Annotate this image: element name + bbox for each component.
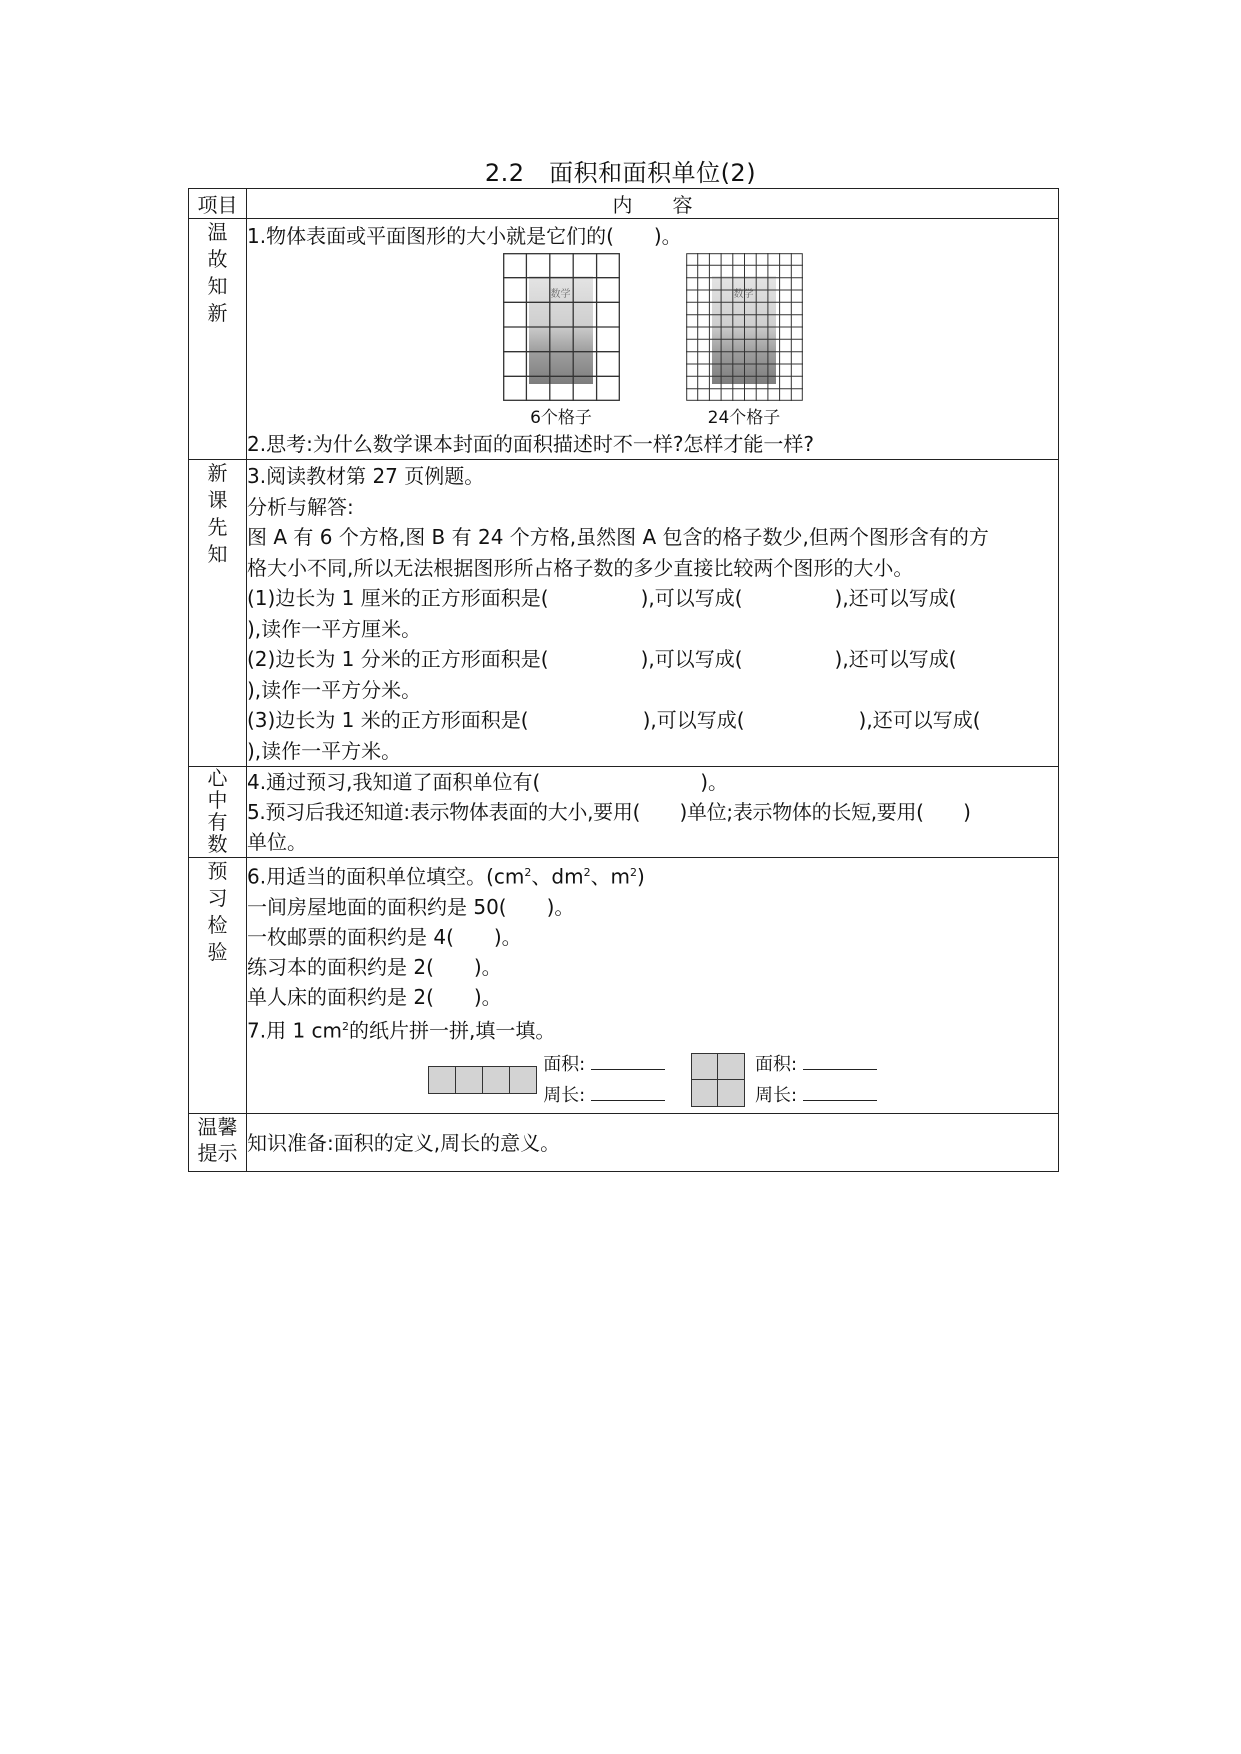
analysis-para-2: 格大小不同,所以无法根据图形所占格子数的多少直接比较两个图形的大小。 bbox=[247, 555, 914, 580]
sub-question-1-end: ),读作一平方厘米。 bbox=[247, 616, 422, 641]
book-cover-image: 数学 bbox=[529, 276, 593, 384]
square-area-blank[interactable] bbox=[803, 1051, 877, 1070]
question-3: 3.阅读教材第 27 页例题。 bbox=[247, 464, 485, 488]
tips-text: 知识准备:面积的定义,周长的意义。 bbox=[247, 1130, 561, 1155]
sub-question-3-end: ),读作一平方米。 bbox=[247, 738, 402, 763]
strip-area-blank[interactable] bbox=[591, 1051, 665, 1070]
question-5: 5.预习后我还知道:表示物体表面的大小,要用( )单位;表示物体的长短,要用( ) bbox=[247, 800, 971, 824]
grid-6-cells bbox=[503, 253, 620, 401]
mind-row bbox=[189, 767, 1059, 858]
sub-question-2: (2)边长为 1 分米的正方形面积是( ),可以写成( ),还可以写成( bbox=[247, 647, 957, 671]
figure-a bbox=[503, 253, 620, 429]
analysis-para-1: 图 A 有 6 个方格,图 B 有 24 个方格,虽然图 A 包含的格子数少,但两个图形含有的方 bbox=[247, 525, 989, 549]
review-label: 温 故 知 新 bbox=[189, 219, 247, 460]
header-row bbox=[189, 189, 1059, 219]
tips-content bbox=[247, 1114, 1059, 1172]
strip-perimeter-blank[interactable] bbox=[591, 1082, 665, 1101]
question-5-end: 单位。 bbox=[247, 830, 307, 854]
question-2: 2.思考:为什么数学课本封面的面积描述时不一样?怎样才能一样? bbox=[247, 432, 815, 456]
square-figure bbox=[691, 1049, 877, 1111]
check-label: 预 习 检 验 bbox=[189, 858, 247, 1114]
sub-question-2-end: ),读作一平方分米。 bbox=[247, 677, 422, 702]
preview-label: 新 课 先 知 bbox=[189, 460, 247, 767]
worksheet-table bbox=[188, 188, 1059, 1172]
question-7: 7.用 1 $cm^2$的纸片拼一拼,填一填。 bbox=[247, 1018, 556, 1043]
preview-content bbox=[247, 460, 1059, 767]
square-answers: 面积: 周长: bbox=[755, 1049, 877, 1111]
fill-line-2: 一枚邮票的面积约是 4( )。 bbox=[247, 924, 522, 949]
check-row bbox=[189, 858, 1059, 1114]
review-content bbox=[247, 219, 1059, 460]
fill-line-3: 练习本的面积约是 2( )。 bbox=[247, 954, 502, 979]
fill-line-1: 一间房屋地面的面积约是 50( )。 bbox=[247, 894, 575, 919]
mind-label: 心 中 有 数 bbox=[189, 767, 247, 858]
header-content: 内 容 bbox=[247, 189, 1059, 219]
strip-figure bbox=[428, 1049, 665, 1111]
strip-answers: 面积: 周长: bbox=[543, 1049, 665, 1111]
fill-line-4: 单人床的面积约是 2( )。 bbox=[247, 984, 502, 1009]
analysis-heading: 分析与解答: bbox=[247, 494, 354, 519]
grid-24-cells bbox=[686, 253, 803, 401]
preview-row bbox=[189, 460, 1059, 767]
figure-b-caption: 24个格子 bbox=[707, 408, 781, 428]
square-perimeter-blank[interactable] bbox=[803, 1082, 877, 1101]
header-item: 项目 bbox=[189, 189, 247, 219]
mind-content bbox=[247, 767, 1059, 858]
figure-b bbox=[686, 253, 803, 429]
sub-question-1: (1)边长为 1 厘米的正方形面积是( ),可以写成( ),还可以写成( bbox=[247, 586, 957, 610]
question-1: 1.物体表面或平面图形的大小就是它们的( )。 bbox=[247, 224, 682, 248]
question-4: 4.通过预习,我知道了面积单位有( )。 bbox=[247, 770, 729, 794]
four-square-strip bbox=[428, 1066, 537, 1094]
tile-figures bbox=[247, 1049, 1058, 1111]
page-title: 2.2 面积和面积单位(2) bbox=[484, 159, 757, 187]
question-6: 6.用适当的面积单位填空。($cm^2$、$dm^2$、$m^2$) bbox=[247, 864, 645, 889]
review-row bbox=[189, 219, 1059, 460]
book-cover-image-b: 数学 bbox=[712, 276, 776, 384]
sub-question-3: (3)边长为 1 米的正方形面积是( ),可以写成( ),还可以写成( bbox=[247, 708, 981, 732]
cover-figures bbox=[247, 253, 1058, 429]
two-by-two-square bbox=[691, 1053, 745, 1107]
check-content bbox=[247, 858, 1059, 1114]
tips-row bbox=[189, 1114, 1059, 1172]
figure-a-caption: 6个格子 bbox=[530, 408, 592, 428]
tips-label: 温馨 提示 bbox=[189, 1114, 247, 1172]
